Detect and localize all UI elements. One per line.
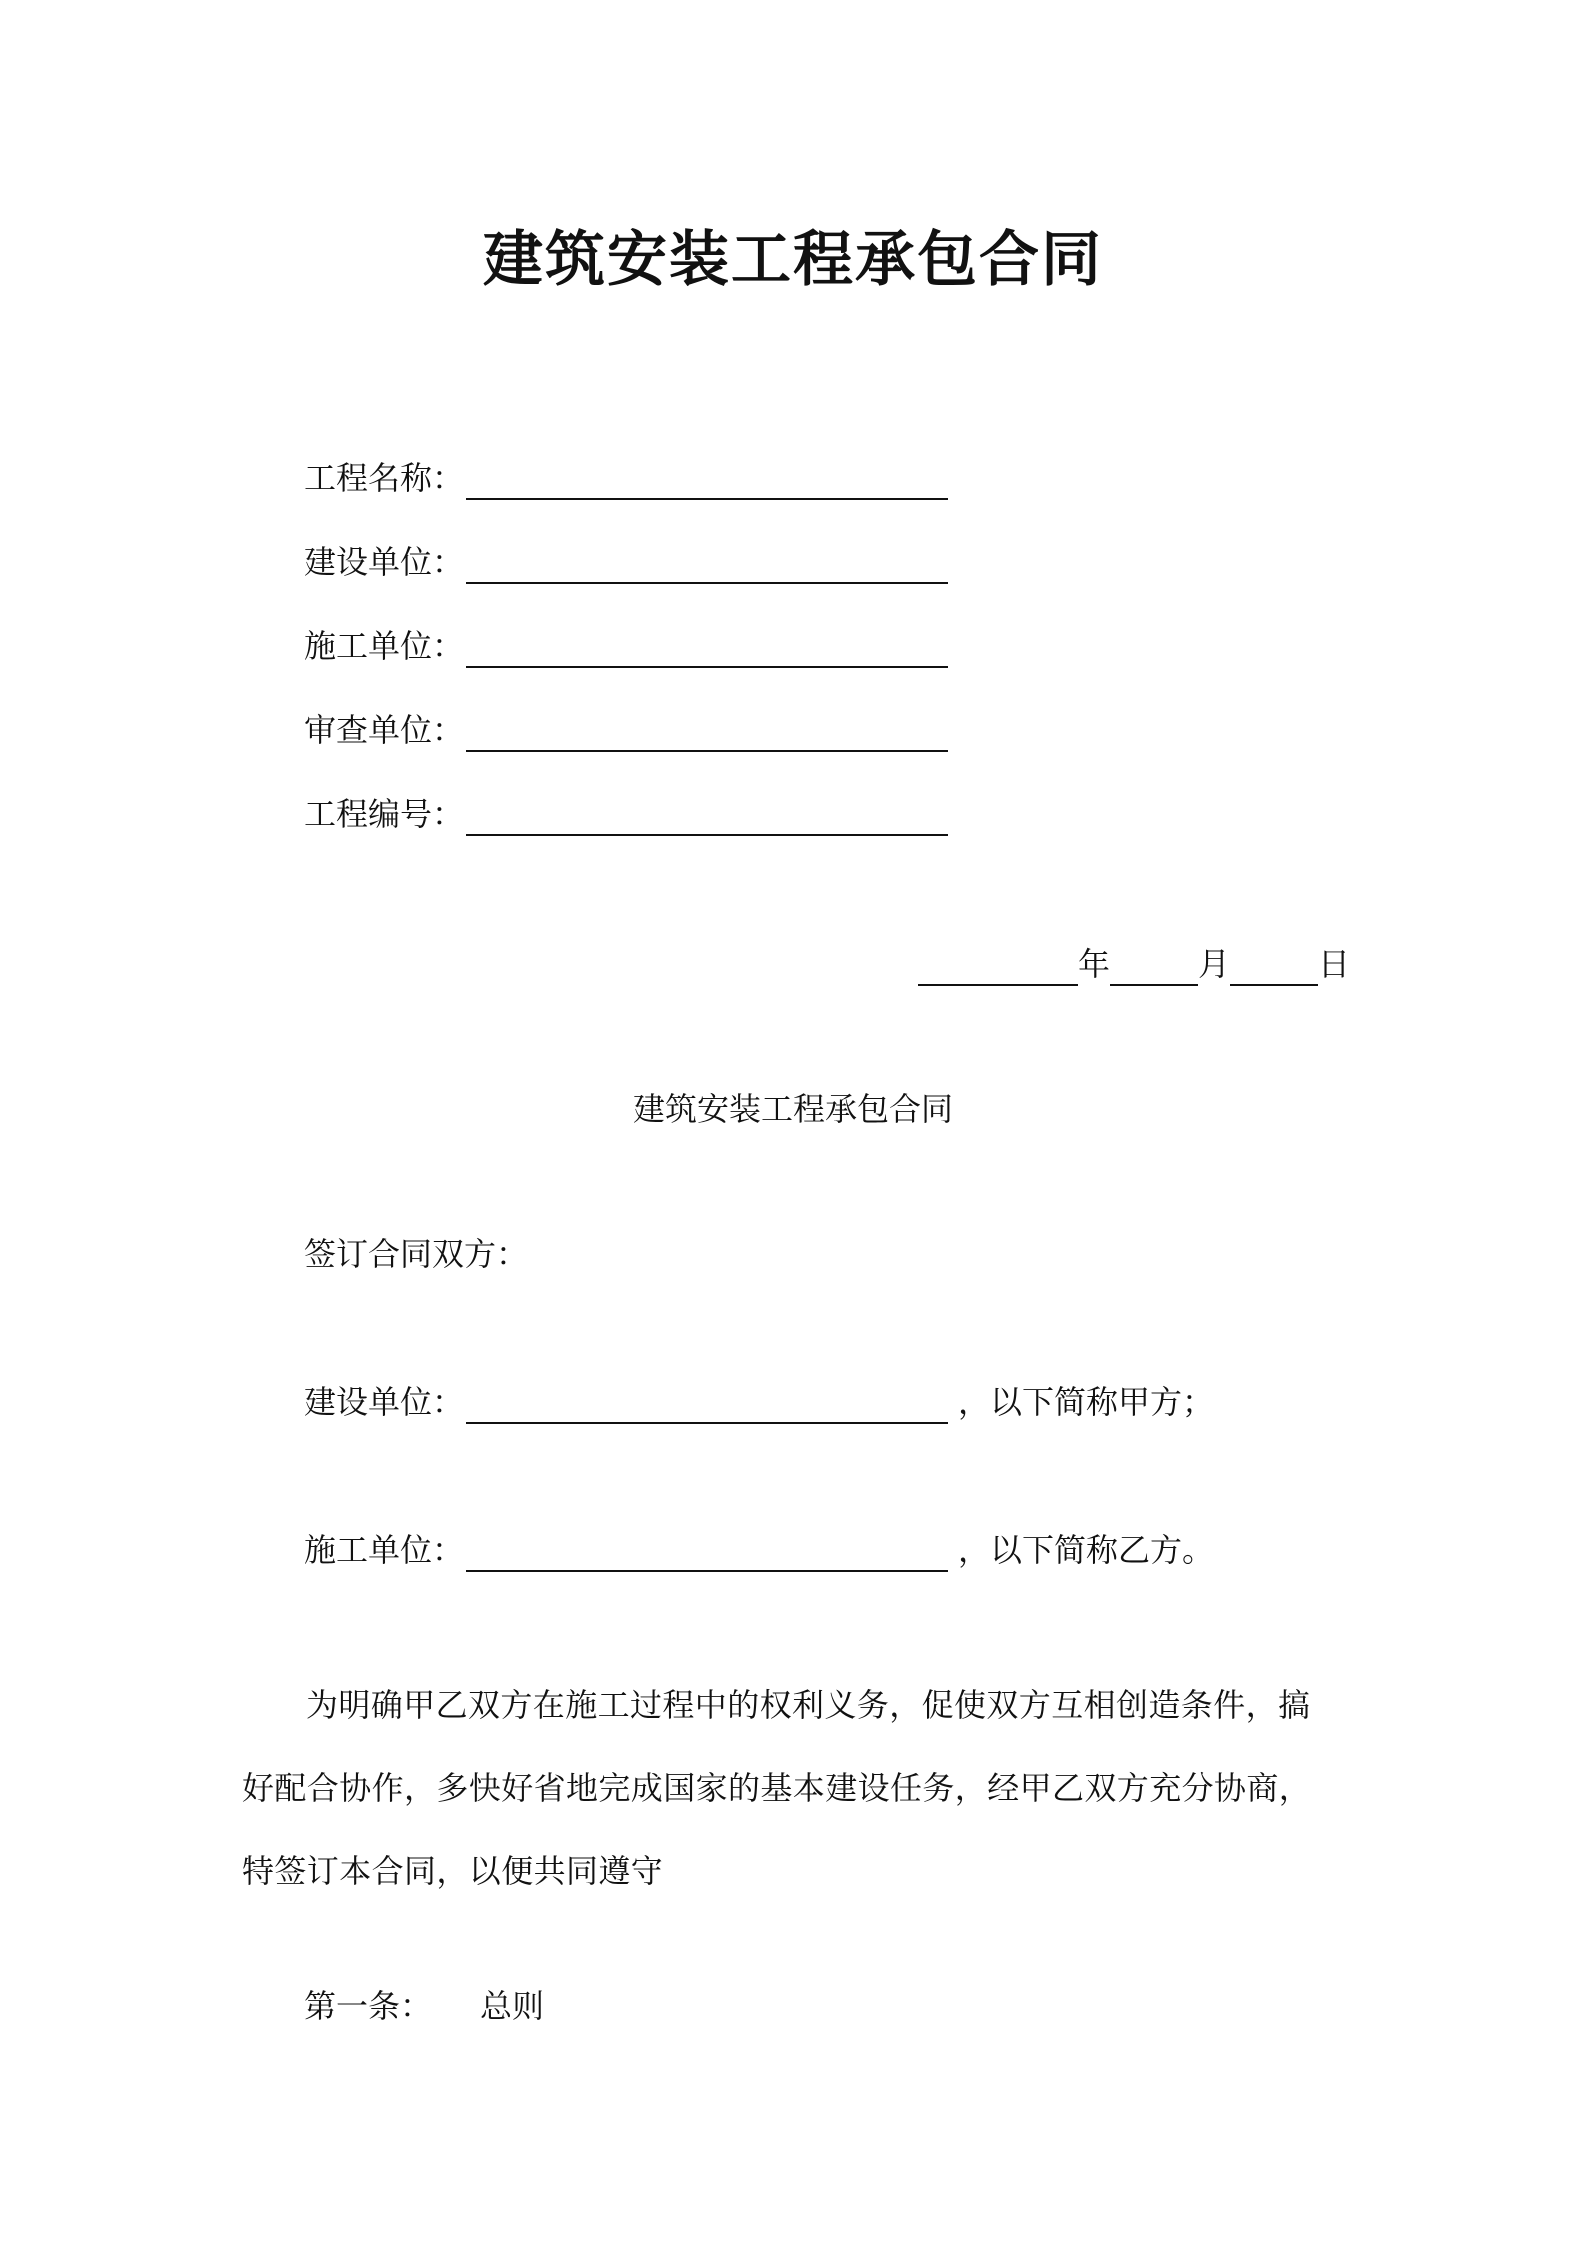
preamble-paragraph: 为明确甲乙双方在施工过程中的权利义务，促使双方互相创造条件，搞好配合协作，多快好省地完成国家的基本建设任务，经甲乙双方充分协商，特签订本合同，以便共同遵守 xyxy=(242,1686,1312,1890)
party-b-input[interactable] xyxy=(466,1530,948,1572)
field-label: 建设单位： xyxy=(304,1383,465,1421)
field-label: 建设单位： xyxy=(304,543,465,581)
field-label: 工程名称： xyxy=(304,459,465,497)
construction-unit-input[interactable] xyxy=(466,542,948,584)
review-unit-field xyxy=(304,708,948,768)
contract-subtitle: 建筑安装工程承包合同 xyxy=(632,1090,953,1128)
party-b-field xyxy=(304,1528,1214,1588)
party-a-suffix: ，以下简称甲方； xyxy=(958,1383,1215,1421)
day-input[interactable] xyxy=(1230,946,1318,986)
field-label: 审查单位： xyxy=(304,711,465,749)
article-title: 总则 xyxy=(480,1987,545,2025)
project-number-input[interactable] xyxy=(466,794,948,836)
project-name-field xyxy=(304,456,948,516)
article-number: 第一条： xyxy=(304,1987,433,2025)
field-label: 施工单位： xyxy=(304,627,465,665)
project-name-input[interactable] xyxy=(466,458,948,500)
month-input[interactable] xyxy=(1110,946,1198,986)
contractor-unit-field xyxy=(304,624,948,684)
contractor-unit-input[interactable] xyxy=(466,626,948,668)
day-label: 日 xyxy=(1318,945,1351,983)
review-unit-input[interactable] xyxy=(466,710,948,752)
article-1-heading xyxy=(304,1984,544,2028)
field-label: 施工单位： xyxy=(304,1531,465,1569)
field-label: 工程编号： xyxy=(304,795,465,833)
construction-unit-field xyxy=(304,540,948,600)
date-line xyxy=(918,942,1350,986)
party-a-field xyxy=(304,1380,1214,1440)
party-a-input[interactable] xyxy=(466,1382,948,1424)
year-input[interactable] xyxy=(918,946,1078,986)
document-title: 建筑安装工程承包合同 xyxy=(483,225,1103,295)
parties-heading: 签订合同双方： xyxy=(304,1235,529,1273)
project-number-field xyxy=(304,792,948,852)
party-b-suffix: ，以下简称乙方。 xyxy=(958,1531,1215,1569)
month-label: 月 xyxy=(1198,945,1231,983)
year-label: 年 xyxy=(1078,945,1111,983)
